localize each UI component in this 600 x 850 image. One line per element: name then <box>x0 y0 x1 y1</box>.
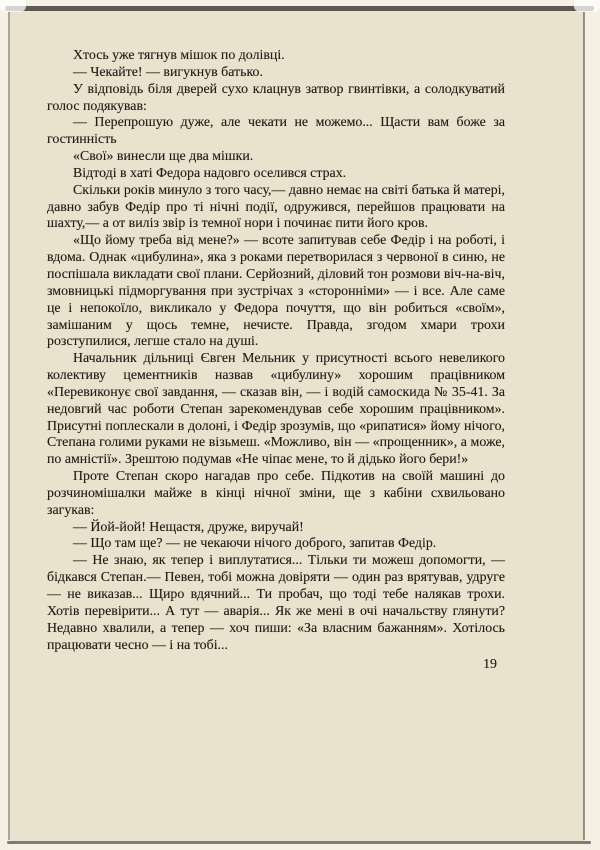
scan-corner-right <box>574 0 600 12</box>
paragraph: «Що йому треба від мене?» — всоте запитував себе Федір і на роботі, і вдома. Однак «цибулина», яка з роками перетворилася з червоної в синю, не поспішала викладати свої плани. Серйозний, діловий тон розмови віч-на-віч, змовницькі підморгування при зустрічах з «сторонніми» — і все. Але саме це і непокоїло, викликало у Федора почуття, що він робиться «своїм», замішаним у щось темне, нечисте. Правда, згодом хмари трохи розступилися, легше стало на душі. <box>47 233 505 350</box>
text-column <box>47 48 505 674</box>
paragraph: У відповідь біля дверей сухо клацнув затвор гвинтівки, а солодкуватий голос подякував: <box>47 81 505 114</box>
paragraph: — Чекайте! — вигукнув батько. <box>73 64 263 80</box>
paragraph: — Що там ще? — не чекаючи нічого доброго, запитав Федір. <box>73 536 437 552</box>
scan-edge-top <box>5 6 594 11</box>
paragraph: «Свої» винесли ще два мішки. <box>73 149 254 165</box>
paragraph: Відтоді в хаті Федора надовго оселився страх. <box>73 165 347 181</box>
page-number: 19 <box>483 657 497 673</box>
scan-edge-right <box>583 12 585 840</box>
paragraph: Хтось уже тягнув мішок по долівці. <box>73 48 285 63</box>
scan-corner-left <box>0 0 26 12</box>
paragraph: — Йой-йой! Нещастя, друже, виручай! <box>73 519 304 535</box>
paragraph: — Перепрошую дуже, але чекати не можемо... Щасти вам боже за гостинність <box>47 115 505 148</box>
scan-edge-left <box>8 12 10 840</box>
paragraph: — Не знаю, як тепер і виплутатися... Тільки ти можеш допомогти, — бідкався Степан.— Певен, тобі можна довіряти — один раз врятував, удруге — не виказав... Щиро вдячний... Ти пробач, що тоді тебе налякав трохи. Хотів перевірити... А тут — аварія... Як же мені в очі начальству глянути? Недавно хвалили, а тепер — хоч пиши: «За власним бажанням». Хотілось працювати чесно — і на тобі... <box>47 553 505 653</box>
paragraph: Начальник дільниці Євген Мельник у присутності всього невеликого колективу цементників назвав «цибулину» хорошим працівником «Перевиконує свої завдання, — сказав він, — і водій самоскида № 35-41. За недовгий час роботи Степан зарекомендував себе хорошим працівником». Присутні поплескали в долоні, і Федір зрозумів, що «рипатися» йому нічого, Степана голими руками не візьмеш. «Можливо, він — «прощенник», а може, по амністії». Зрештою подумав «Не чіпає мене, то й дідько його бери!» <box>47 351 505 468</box>
scan-edge-bottom <box>7 841 591 844</box>
paragraph: Проте Степан скоро нагадав про себе. Підкотив на своїй машині до розчиномішалки майже в кінці нічної зміни, ще з кабіни схвильовано загукав: <box>47 469 505 518</box>
paragraph: Скільки років минуло з того часу,— давно немає на світі батька й матері, давно забув Федір про ті нічні події, одружився, перейшов працювати на шахту,— а от виліз звір із темної нори і починає пити його кров. <box>47 182 505 232</box>
